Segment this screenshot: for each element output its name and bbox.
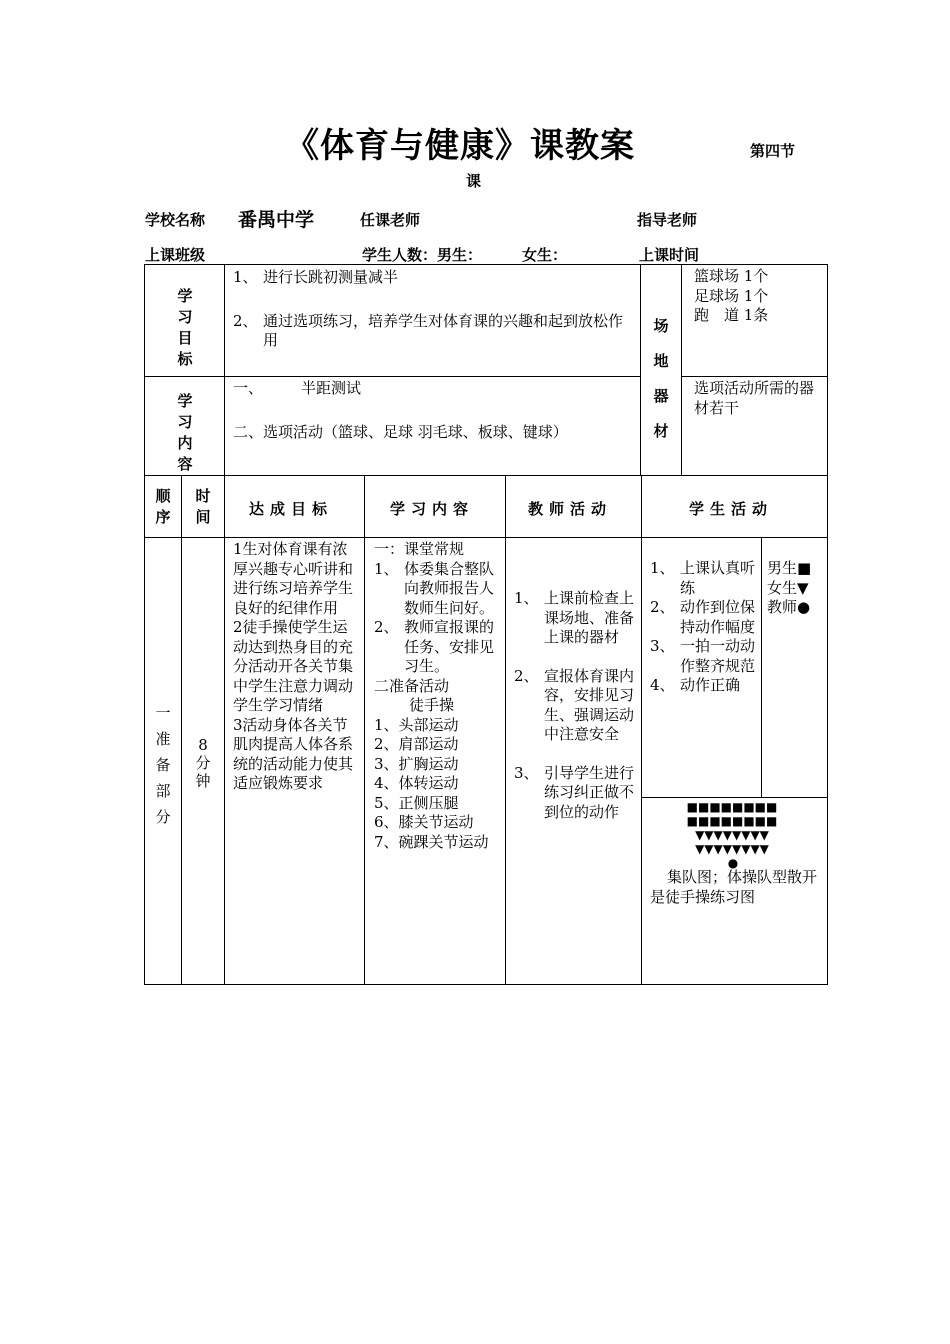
content-label: 学习内容 — [177, 392, 193, 473]
lesson-number: 第四节 — [750, 142, 796, 160]
legend-teacher: 教师● — [767, 598, 811, 616]
student-item: 3、 一拍一动动作整齐规范 — [650, 637, 756, 675]
study-item: 1、 体委集合整队向教师报告人数师生问好。 — [374, 559, 495, 617]
col-time: 时间 — [195, 487, 211, 526]
study-list-item: 7、碗踝关节运动 — [374, 832, 489, 851]
teacher-item: 2、 宣报体育课内容，安排见习生、强调运动中注意安全 — [514, 666, 635, 743]
venue-item: 足球场 1个 — [694, 286, 769, 305]
venue-label: 场地器材 — [653, 317, 669, 440]
formation-caption: 集队图；体操队型散开是徒手操练习图 — [650, 868, 818, 906]
student-item: 4、 动作正确 — [650, 676, 741, 694]
teacher-activities — [514, 589, 634, 822]
content-item-1: 半距测试 — [301, 379, 362, 397]
study-list-item: 2、肩部运动 — [374, 735, 459, 753]
study-content — [374, 540, 500, 852]
content-item-1-num: 一、 — [233, 379, 264, 397]
col-student: 学生活动 — [689, 500, 774, 518]
student-item: 1、 上课认真听练 — [650, 559, 756, 597]
objectives-list — [233, 268, 633, 351]
col-order: 顺序 — [155, 487, 171, 526]
formation-row-male: ■■■■■■■■ — [686, 814, 778, 828]
col-teacher: 教师活动 — [528, 500, 613, 518]
teacher-label: 任课老师 — [360, 211, 421, 229]
venue-item: 跑 道 1条 — [694, 306, 769, 324]
study-prep-sub: 徒手操 — [409, 696, 455, 714]
study-list-item: 3、扩胸运动 — [374, 754, 459, 773]
study-prep: 二准备活动 — [374, 676, 450, 695]
section-duration: 8分钟 — [195, 736, 211, 790]
objective-item: 1、 进行长跳初测量减半 — [233, 268, 399, 286]
teacher-item: 1、 上课前检查上课场地、准备上课的器材 — [514, 589, 635, 646]
school-label: 学校名称 — [145, 211, 206, 229]
section-name: 一准备部分 — [155, 704, 171, 826]
objective-item: 2、 通过选项练习，培养学生对体育课的兴趣和起到放松作用 — [233, 311, 624, 349]
study-list-item: 4、体转运动 — [374, 774, 459, 792]
class-label: 上课班级 — [145, 246, 206, 264]
goal-text: 1生对体育课有浓厚兴趣专心听讲和进行练习培养学生良好的纪律作用 2徒手操使学生运动达到热身目的充分活动开各关节集中学生注意力调动学生学习情绪 3活动身体各关节肌肉提高人体各系统的活动能力使其适应锻炼要求 — [233, 540, 354, 792]
objectives-label: 学习目标 — [177, 287, 193, 368]
legend-female: 女生▼ — [767, 578, 809, 597]
time-label: 上课时间 — [639, 246, 700, 264]
formation-row-male: ■■■■■■■■ — [686, 800, 778, 814]
study-list-item: 5、正侧压腿 — [374, 793, 459, 812]
study-item: 2、 教师宣报课的任务、安排见习生。 — [374, 618, 495, 675]
title-text: 《体育与健康》课教案 — [285, 126, 635, 166]
student-activities — [650, 559, 755, 696]
study-list-item: 1、头部运动 — [374, 715, 459, 734]
lesson-suffix: 课 — [466, 172, 482, 190]
venue-item: 篮球场 1个 — [694, 267, 769, 285]
formation-diagram — [684, 800, 780, 870]
venue-list — [694, 267, 768, 326]
formation-row-female: ▼▼▼▼▼▼▼▼ — [695, 842, 769, 856]
content-item-2: 二、选项活动（篮球、足球 羽毛球、板球、键球） — [233, 423, 568, 441]
study-list-item: 6、膝关节运动 — [374, 813, 474, 831]
legend — [767, 559, 811, 618]
col-goal: 达成目标 — [249, 500, 334, 518]
advisor-label: 指导老师 — [637, 211, 698, 229]
teacher-item: 3、 引导学生进行练习纠正做不到位的动作 — [514, 763, 635, 821]
student-item: 2、 动作到位保持动作幅度 — [650, 598, 756, 636]
school-value: 番禺中学 — [238, 209, 315, 231]
col-study: 学习内容 — [390, 500, 475, 518]
students-label: 学生人数：男生： — [362, 246, 483, 264]
formation-row-female: ▼▼▼▼▼▼▼▼ — [695, 828, 769, 842]
formation-teacher: ● — [727, 856, 739, 870]
legend-male: 男生■ — [767, 559, 812, 577]
study-heading: 一：课堂常规 — [374, 540, 465, 558]
female-label: 女生： — [522, 246, 568, 264]
equipment-text: 选项活动所需的器材若干 — [694, 379, 815, 417]
